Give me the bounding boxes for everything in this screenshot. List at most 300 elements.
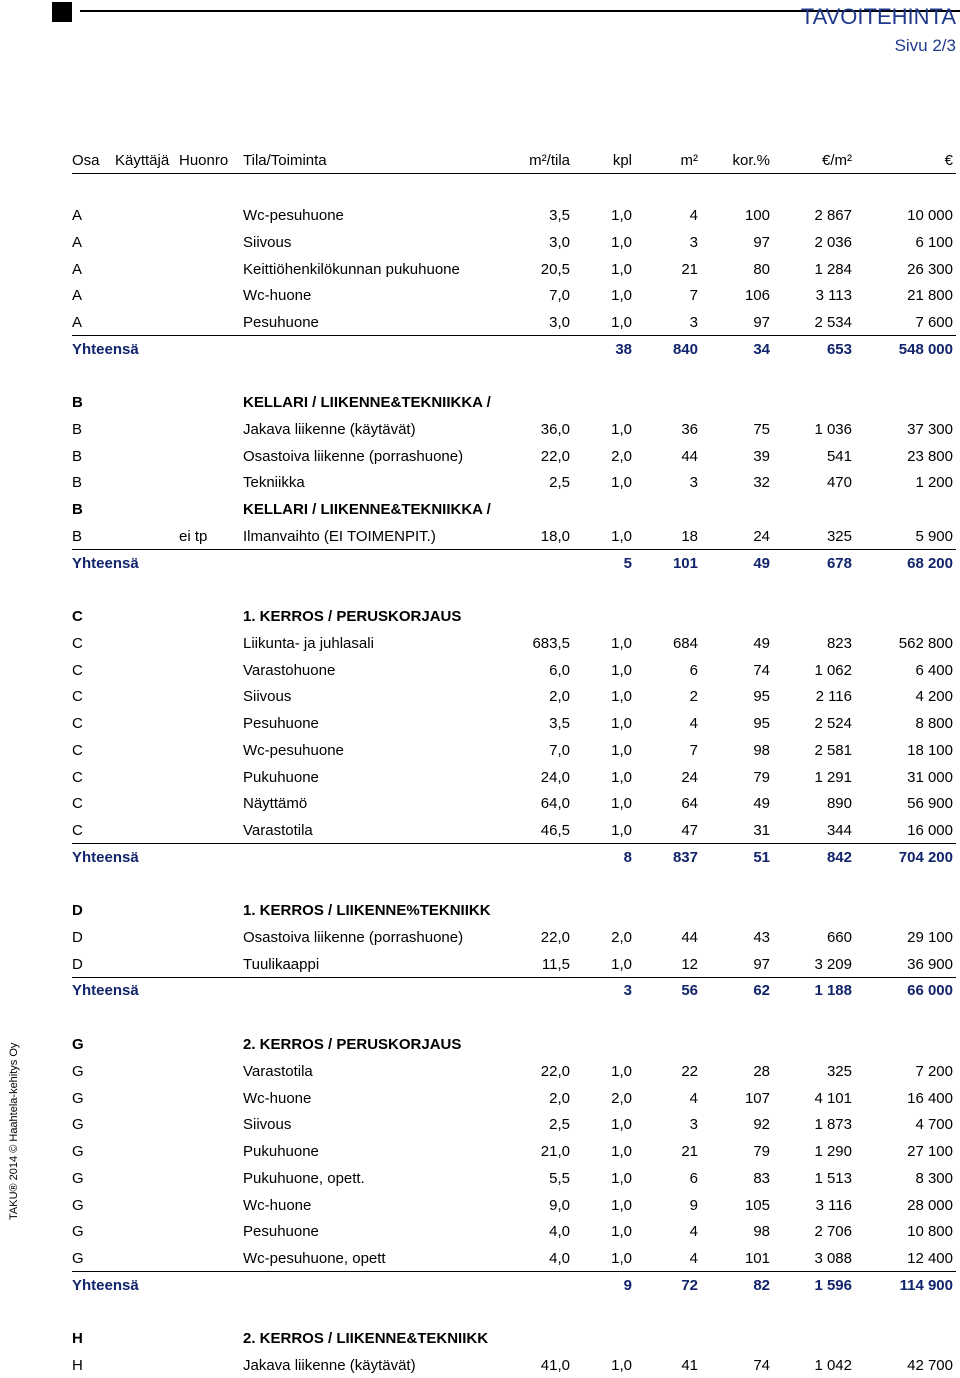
row-value: 684 (672, 634, 698, 652)
row-value: 95 (753, 688, 770, 706)
row-value: 21 (681, 260, 698, 278)
table-row (72, 792, 956, 816)
column-header: m² (680, 152, 698, 169)
table-row (72, 1327, 956, 1351)
table-row (72, 418, 956, 442)
row-osa: B (72, 501, 83, 518)
total-value: 3 (623, 982, 632, 1000)
row-value: 97 (753, 955, 770, 973)
total-value: 51 (753, 848, 770, 866)
row-value: 24,0 (540, 768, 570, 786)
row-value: 80 (753, 260, 770, 278)
row-osa: C (72, 741, 83, 759)
row-value: 24 (753, 527, 770, 545)
row-value: 44 (681, 928, 698, 946)
row-value: 97 (753, 314, 770, 331)
row-space-name: Pesuhuone (243, 715, 319, 732)
row-value: 2,5 (549, 1116, 570, 1134)
total-value: 72 (681, 1276, 698, 1294)
total-value: 56 (681, 982, 698, 1000)
total-label: Yhteensä (72, 1276, 139, 1294)
row-value: 7 200 (915, 1062, 953, 1080)
row-osa: C (72, 634, 83, 652)
total-row (72, 552, 956, 576)
row-value: 43 (753, 928, 770, 946)
row-space-name: 1. KERROS / PERUSKORJAUS (243, 608, 462, 625)
row-user: ei tp (179, 527, 208, 545)
table-row (72, 471, 956, 495)
row-value: 64,0 (540, 795, 570, 813)
row-value: 3 (689, 314, 698, 331)
row-value: 1,0 (611, 768, 632, 786)
column-header: Osa (72, 152, 100, 169)
row-value: 9,0 (549, 1196, 570, 1214)
row-value: 98 (753, 1223, 770, 1241)
row-value: 2 524 (814, 715, 852, 732)
table-row (72, 204, 956, 228)
row-osa: G (72, 1223, 84, 1241)
table-row (72, 1167, 956, 1191)
row-value: 9 (689, 1196, 698, 1214)
row-osa: G (72, 1196, 84, 1214)
row-value: 42 700 (907, 1356, 953, 1374)
total-value: 82 (753, 1276, 770, 1294)
table-row (72, 525, 956, 550)
row-value: 2,0 (611, 447, 632, 465)
row-space-name: KELLARI / LIIKENNE&TEKNIIKKA / (243, 394, 491, 411)
total-value: 842 (826, 848, 852, 866)
column-header: Käyttäjä (115, 152, 170, 169)
row-value: 83 (753, 1169, 770, 1187)
total-value: 678 (826, 554, 852, 572)
row-space-name: Varastotila (243, 822, 313, 839)
row-value: 1 873 (814, 1116, 852, 1134)
row-value: 10 000 (907, 207, 953, 224)
row-value: 3 (689, 1116, 698, 1134)
row-space-name: Osastoiva liikenne (porrashuone) (243, 928, 464, 946)
row-osa: C (72, 661, 83, 679)
row-osa: C (72, 768, 83, 786)
row-value: 28 (753, 1062, 770, 1080)
row-value: 4 (689, 1089, 698, 1107)
row-value: 39 (753, 447, 770, 465)
total-value: 49 (753, 554, 770, 572)
row-value: 29 100 (907, 928, 953, 946)
row-space-name: Osastoiva liikenne (porrashuone) (243, 447, 464, 465)
row-osa: G (72, 1169, 84, 1187)
row-value: 31 000 (907, 768, 953, 786)
table-row (72, 1194, 956, 1218)
row-value: 75 (753, 420, 770, 438)
row-osa: H (72, 1330, 83, 1347)
row-value: 1 200 (915, 474, 953, 492)
row-value: 5 900 (915, 527, 953, 545)
table-row (72, 739, 956, 763)
row-value: 8 800 (915, 715, 953, 732)
table-row (72, 819, 956, 844)
row-value: 20,5 (540, 260, 570, 278)
row-value: 2,0 (549, 1089, 570, 1107)
row-value: 100 (744, 207, 770, 224)
column-header: kor.% (732, 152, 770, 169)
header-square (52, 2, 72, 22)
row-value: 47 (681, 822, 698, 839)
row-value: 1,0 (611, 1169, 632, 1187)
row-value: 22,0 (540, 928, 570, 946)
row-value: 2 534 (814, 314, 852, 331)
total-value: 101 (672, 554, 698, 572)
row-value: 56 900 (907, 795, 953, 813)
row-value: 1,0 (611, 287, 632, 305)
row-space-name: Wc-huone (243, 287, 312, 305)
row-value: 1 284 (814, 260, 852, 278)
row-value: 1,0 (611, 1250, 632, 1267)
row-value: 1,0 (611, 634, 632, 652)
total-value: 9 (623, 1276, 632, 1294)
row-value: 1,0 (611, 527, 632, 545)
row-value: 1 062 (814, 661, 852, 679)
row-value: 12 400 (907, 1250, 953, 1267)
table-row (72, 284, 956, 308)
row-value: 105 (744, 1196, 770, 1214)
row-value: 3 209 (814, 955, 852, 973)
table-row (72, 231, 956, 255)
row-value: 95 (753, 715, 770, 732)
row-value: 101 (744, 1250, 770, 1267)
row-value: 79 (753, 1143, 770, 1160)
row-value: 41 (681, 1356, 698, 1374)
row-value: 92 (753, 1116, 770, 1134)
row-value: 44 (681, 447, 698, 465)
row-value: 3,5 (549, 207, 570, 224)
row-value: 1,0 (611, 795, 632, 813)
row-value: 2,0 (611, 928, 632, 946)
row-osa: A (72, 233, 83, 251)
row-space-name: Ilmanvaihto (EI TOIMENPIT.) (243, 527, 436, 545)
row-osa: C (72, 715, 83, 732)
row-osa: D (72, 928, 83, 946)
row-value: 6,0 (549, 661, 570, 679)
row-osa: D (72, 902, 83, 919)
row-value: 1,0 (611, 688, 632, 706)
row-space-name: Wc-pesuhuone, opett (243, 1250, 386, 1267)
row-value: 4,0 (549, 1223, 570, 1241)
total-value: 66 000 (907, 982, 953, 1000)
row-osa: C (72, 688, 83, 706)
total-row (72, 338, 956, 362)
row-value: 6 400 (915, 661, 953, 679)
column-header: m²/tila (529, 152, 570, 169)
row-value: 8 300 (915, 1169, 953, 1187)
row-value: 79 (753, 768, 770, 786)
row-value: 1,0 (611, 1196, 632, 1214)
row-value: 1,0 (611, 741, 632, 759)
row-value: 470 (826, 474, 852, 492)
row-space-name: Wc-huone (243, 1089, 312, 1107)
row-value: 1 036 (814, 420, 852, 438)
row-value: 562 800 (898, 634, 953, 652)
row-osa: H (72, 1356, 83, 1374)
table-row (72, 685, 956, 709)
total-value: 8 (623, 848, 632, 866)
table-row (72, 311, 956, 336)
total-value: 34 (753, 340, 770, 358)
row-space-name: Wc-huone (243, 1196, 312, 1214)
row-value: 3 113 (815, 287, 852, 305)
row-value: 683,5 (532, 634, 570, 652)
row-space-name: Varastohuone (243, 661, 336, 679)
row-value: 49 (753, 634, 770, 652)
row-space-name: Jakava liikenne (käytävät) (243, 420, 416, 438)
row-value: 1,0 (611, 1062, 632, 1080)
row-space-name: Pukuhuone, opett. (243, 1169, 365, 1187)
side-copyright-text: TAKU® 2014 © Haahtela-kehitys Oy (8, 1042, 20, 1220)
row-value: 74 (753, 1356, 770, 1374)
column-header: € (944, 152, 953, 169)
row-osa: G (72, 1250, 84, 1267)
row-value: 12 (681, 955, 698, 973)
row-value: 1,0 (611, 474, 632, 492)
row-value: 22,0 (540, 1062, 570, 1080)
row-space-name: Pukuhuone (243, 1143, 319, 1160)
row-value: 21,0 (540, 1143, 570, 1160)
row-value: 1,0 (611, 314, 632, 331)
table-row (72, 712, 956, 736)
row-value: 16 000 (907, 822, 953, 839)
column-header: kpl (612, 152, 632, 169)
row-value: 1 290 (814, 1143, 852, 1160)
row-value: 22 (681, 1062, 698, 1080)
row-osa: G (72, 1143, 84, 1160)
row-value: 2 036 (814, 233, 852, 251)
row-value: 4 700 (915, 1116, 953, 1134)
table-row (72, 1033, 956, 1057)
row-value: 18,0 (540, 527, 570, 545)
row-osa: C (72, 795, 83, 813)
row-space-name: Tuulikaappi (243, 955, 320, 973)
row-space-name: Siivous (243, 688, 292, 706)
row-value: 107 (744, 1089, 770, 1107)
row-value: 3 (689, 474, 698, 492)
row-value: 36 900 (907, 955, 953, 973)
row-value: 823 (826, 634, 852, 652)
row-value: 7 600 (915, 314, 953, 331)
row-value: 2,0 (549, 688, 570, 706)
row-value: 3 088 (814, 1250, 852, 1267)
row-value: 1,0 (611, 233, 632, 251)
row-value: 1 042 (814, 1356, 852, 1374)
table-row (72, 766, 956, 790)
row-osa: B (72, 420, 83, 438)
total-value: 38 (615, 340, 632, 358)
row-value: 10 800 (907, 1223, 953, 1241)
row-space-name: Pesuhuone (243, 314, 319, 331)
total-row (72, 1274, 956, 1298)
row-space-name: 2. KERROS / LIIKENNE&TEKNIIKK (243, 1330, 489, 1347)
row-value: 36,0 (540, 420, 570, 438)
total-value: 5 (623, 554, 632, 572)
row-value: 64 (681, 795, 698, 813)
row-value: 36 (681, 420, 698, 438)
row-value: 27 100 (907, 1143, 953, 1160)
row-value: 2 706 (814, 1223, 852, 1241)
row-value: 660 (826, 928, 852, 946)
row-value: 28 000 (907, 1196, 953, 1214)
row-value: 1,0 (611, 1143, 632, 1160)
row-value: 3,0 (549, 233, 570, 251)
row-space-name: Pukuhuone (243, 768, 319, 786)
table-row (72, 605, 956, 629)
table-row (72, 926, 956, 950)
row-value: 2,5 (549, 474, 570, 492)
row-space-name: Keittiöhenkilökunnan pukuhuone (243, 260, 460, 278)
row-value: 3,0 (549, 314, 570, 331)
row-value: 31 (753, 822, 770, 839)
row-space-name: 1. KERROS / LIIKENNE%TEKNIIKK (243, 902, 491, 919)
total-value: 62 (753, 982, 770, 1000)
table-row (72, 899, 956, 923)
row-value: 41,0 (540, 1356, 570, 1374)
row-value: 890 (826, 795, 852, 813)
row-value: 5,5 (549, 1169, 570, 1187)
row-space-name: Jakava liikenne (käytävät) (243, 1356, 416, 1374)
row-value: 16 400 (907, 1089, 953, 1107)
row-value: 32 (753, 474, 770, 492)
total-value: 1 188 (814, 982, 852, 1000)
row-value: 21 (681, 1143, 698, 1160)
table-row (72, 1087, 956, 1111)
total-label: Yhteensä (72, 982, 139, 1000)
row-space-name: KELLARI / LIIKENNE&TEKNIIKKA / (243, 501, 491, 518)
row-space-name: Pesuhuone (243, 1223, 319, 1241)
row-value: 46,5 (540, 822, 570, 839)
row-space-name: Varastotila (243, 1062, 313, 1080)
row-value: 49 (753, 795, 770, 813)
table-row (72, 953, 956, 978)
row-value: 4 (689, 1223, 698, 1241)
row-value: 325 (826, 527, 852, 545)
row-osa: C (72, 822, 83, 839)
row-value: 1,0 (611, 207, 632, 224)
row-osa: G (72, 1062, 84, 1080)
total-value: 653 (826, 340, 852, 358)
table-row (72, 1113, 956, 1137)
column-header: Huonro (179, 152, 229, 169)
row-value: 7 (689, 287, 698, 305)
row-value: 11,5 (541, 955, 570, 973)
row-value: 4 (689, 1250, 698, 1267)
total-row (72, 846, 956, 870)
row-value: 1,0 (611, 715, 632, 732)
total-label: Yhteensä (72, 340, 139, 358)
row-osa: D (72, 955, 83, 973)
row-space-name: Wc-pesuhuone (243, 741, 344, 759)
row-value: 4,0 (549, 1250, 570, 1267)
row-value: 7 (689, 741, 698, 759)
page-number: Sivu 2/3 (894, 36, 956, 55)
row-value: 4 (689, 207, 698, 224)
row-osa: A (72, 314, 83, 331)
document-title: TAVOITEHINTA (800, 4, 956, 29)
row-space-name: Siivous (243, 233, 292, 251)
row-value: 2 581 (814, 741, 852, 759)
row-value: 3 (689, 233, 698, 251)
row-value: 4 200 (915, 688, 953, 706)
row-value: 1,0 (611, 1116, 632, 1134)
total-value: 114 900 (899, 1276, 953, 1294)
total-value: 840 (672, 340, 698, 358)
row-value: 325 (826, 1062, 852, 1080)
row-value: 3,5 (549, 715, 570, 732)
row-value: 98 (753, 741, 770, 759)
row-osa: G (72, 1089, 84, 1107)
total-label: Yhteensä (72, 848, 139, 866)
column-header: Tila/Toiminta (243, 152, 327, 169)
total-label: Yhteensä (72, 554, 139, 572)
table-row (72, 1140, 956, 1164)
row-value: 4 101 (814, 1089, 852, 1107)
row-value: 7,0 (549, 287, 570, 305)
row-value: 18 100 (907, 741, 953, 759)
total-value: 68 200 (907, 554, 953, 572)
table-row (72, 391, 956, 415)
row-value: 1,0 (611, 420, 632, 438)
row-value: 97 (753, 233, 770, 251)
row-value: 541 (826, 447, 852, 465)
row-value: 1 513 (814, 1169, 852, 1187)
row-osa: B (72, 474, 83, 492)
total-row (72, 979, 956, 1003)
row-value: 7,0 (549, 741, 570, 759)
row-value: 344 (826, 822, 852, 839)
total-value: 704 200 (898, 848, 953, 866)
row-value: 1,0 (611, 1223, 632, 1241)
row-space-name: Wc-pesuhuone (243, 207, 344, 224)
table-row (72, 445, 956, 469)
row-value: 2 867 (814, 207, 852, 224)
table-row (72, 1220, 956, 1244)
row-value: 74 (753, 661, 770, 679)
row-value: 1 291 (814, 768, 852, 786)
row-osa: G (72, 1036, 84, 1053)
row-value: 26 300 (907, 260, 953, 278)
column-header: €/m² (822, 152, 852, 169)
row-space-name: Tekniikka (243, 474, 305, 492)
row-value: 1,0 (611, 1356, 632, 1374)
total-value: 837 (672, 848, 698, 866)
row-space-name: 2. KERROS / PERUSKORJAUS (243, 1036, 462, 1053)
row-value: 22,0 (540, 447, 570, 465)
row-osa: B (72, 394, 83, 411)
row-value: 1,0 (611, 955, 632, 973)
row-osa: B (72, 447, 83, 465)
row-osa: A (72, 260, 83, 278)
row-value: 18 (681, 527, 698, 545)
total-value: 548 000 (898, 340, 953, 358)
table-row (72, 1354, 956, 1378)
row-value: 106 (744, 287, 770, 305)
total-value: 1 596 (814, 1276, 852, 1294)
row-value: 6 (689, 1169, 698, 1187)
row-value: 1,0 (611, 260, 632, 278)
table-header-row (72, 149, 956, 174)
table-row (72, 498, 956, 522)
row-value: 2 (689, 688, 698, 706)
row-osa: C (72, 608, 83, 625)
row-value: 2,0 (611, 1089, 632, 1107)
row-osa: A (72, 207, 83, 224)
row-value: 23 800 (907, 447, 953, 465)
